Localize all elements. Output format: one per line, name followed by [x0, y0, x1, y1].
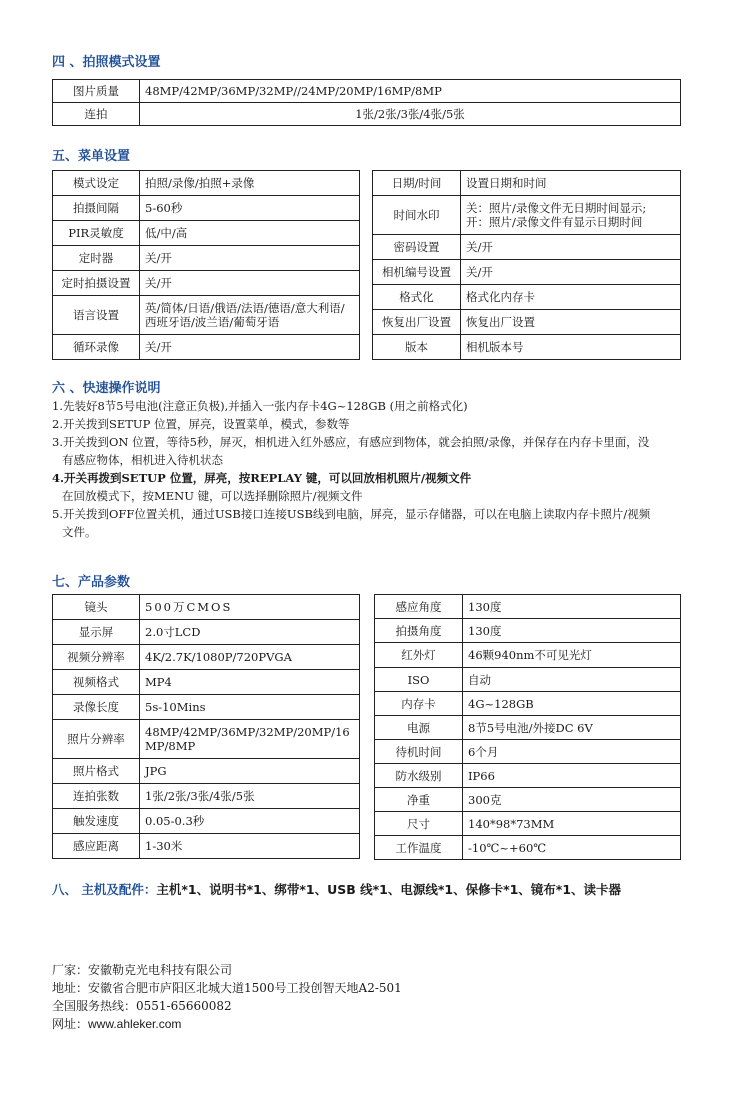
param-value: IP66 [463, 764, 681, 788]
param-value: 相机版本号 [461, 335, 681, 360]
table-row [375, 764, 681, 788]
param-value [140, 296, 360, 335]
section-8-title: 八、 主机及配件： [52, 882, 157, 897]
photo-mode-table [52, 79, 681, 126]
param-value: -10℃~+60℃ [463, 836, 681, 860]
table-row [53, 171, 360, 196]
list-item: 4.开关再拨到SETUP 位置，屏亮，按REPLAY 键，可以回放相机照片/视频文件 [52, 471, 472, 485]
param-value: 8节5号电池/外接DC 6V [463, 716, 681, 740]
param-label: 镜头 [53, 595, 140, 620]
accessories-line [52, 880, 621, 898]
param-value: 5-60秒 [140, 196, 360, 221]
table-row [373, 285, 681, 310]
param-value: 自动 [463, 668, 681, 692]
table-row [53, 809, 360, 834]
service-hotline: 全国服务热线：0551-65660082 [52, 999, 232, 1013]
param-label: 录像长度 [53, 695, 140, 720]
table-row [53, 103, 681, 126]
param-value-line: 英/简体/日语/俄语/法语/德语/意大利语/ [145, 301, 345, 315]
table-row [53, 784, 360, 809]
param-label: 视频格式 [53, 670, 140, 695]
quick-guide [52, 397, 687, 541]
param-value-line: MP/8MP [145, 739, 196, 753]
param-label: 相机编号设置 [373, 260, 461, 285]
param-label: 时间水印 [373, 196, 461, 235]
param-label: 电源 [375, 716, 463, 740]
website-label: 网址： [52, 1017, 89, 1031]
param-value-line: 48MP/42MP/36MP/32MP/20MP/16 [145, 725, 350, 739]
param-value: 6个月 [463, 740, 681, 764]
table-row [53, 80, 681, 103]
manufacturer: 厂家：安徽勒克光电科技有限公司 [52, 963, 233, 977]
table-row [53, 335, 360, 360]
param-value: 4K/2.7K/1080P/720PVGA [140, 645, 360, 670]
table-row [375, 643, 681, 668]
table-row [53, 670, 360, 695]
table-row [53, 246, 360, 271]
list-item: 2.开关拨到SETUP 位置，屏亮，设置菜单，模式，参数等 [52, 417, 350, 431]
param-label: 感应距离 [53, 834, 140, 859]
table-row [375, 692, 681, 716]
param-label: 红外灯 [375, 643, 463, 668]
param-value-line: 开：照片/录像文件有显示日期时间 [466, 215, 643, 229]
param-label: 内存卡 [375, 692, 463, 716]
param-value [461, 196, 681, 235]
table-row [373, 310, 681, 335]
param-value: 500万CMOS [140, 595, 360, 620]
table-row [53, 834, 360, 859]
param-label: PIR灵敏度 [53, 221, 140, 246]
table-row [375, 836, 681, 860]
website-line [52, 1015, 402, 1033]
param-value: 0.05-0.3秒 [140, 809, 360, 834]
param-label: 模式设定 [53, 171, 140, 196]
param-value: 5s-10Mins [140, 695, 360, 720]
table-row [375, 788, 681, 812]
list-item: 5.开关拨到OFF位置关机，通过USB接口连接USB线到电脑，屏亮，显示存储器，可以在电脑上读取内存卡照片/视频 [52, 507, 651, 521]
param-value: 48MP/42MP/36MP/32MP//24MP/20MP/16MP/8MP [140, 80, 681, 103]
param-label: 照片格式 [53, 759, 140, 784]
product-params-right-table [374, 594, 681, 860]
param-value: 关/开 [140, 271, 360, 296]
menu-settings-left-table [52, 170, 360, 360]
list-item-continued: 文件。 [62, 525, 97, 539]
param-value: MP4 [140, 670, 360, 695]
table-row [53, 296, 360, 335]
param-value: 46颗940nm不可见光灯 [463, 643, 681, 668]
param-label: 待机时间 [375, 740, 463, 764]
section-5-title: 五、菜单设置 [52, 149, 131, 164]
section-7-title: 七、产品参数 [52, 575, 131, 590]
table-row [375, 812, 681, 836]
param-label: 恢复出厂设置 [373, 310, 461, 335]
param-label: 尺寸 [375, 812, 463, 836]
param-value-line: 西班牙语/波兰语/葡萄牙语 [145, 315, 280, 329]
address: 地址：安徽省合肥市庐阳区北城大道1500号工投创智天地A2-501 [52, 981, 402, 995]
table-row [53, 595, 360, 620]
param-value [140, 720, 360, 759]
table-row [53, 759, 360, 784]
param-value: 关/开 [461, 235, 681, 260]
param-label: 拍摄间隔 [53, 196, 140, 221]
table-row [53, 645, 360, 670]
param-label: 语言设置 [53, 296, 140, 335]
section-6-title: 六 、快速操作说明 [52, 381, 161, 396]
param-value: 拍照/录像/拍照+录像 [140, 171, 360, 196]
param-value: 4G~128GB [463, 692, 681, 716]
param-label: 显示屏 [53, 620, 140, 645]
param-label: 连拍 [53, 103, 140, 126]
param-value: 关/开 [140, 246, 360, 271]
param-value: 1-30米 [140, 834, 360, 859]
param-value: JPG [140, 759, 360, 784]
table-row [373, 260, 681, 285]
param-value: 关/开 [461, 260, 681, 285]
param-label: 工作温度 [375, 836, 463, 860]
param-label: 视频分辨率 [53, 645, 140, 670]
table-row [375, 595, 681, 619]
param-value: 1张/2张/3张/4张/5张 [140, 784, 360, 809]
param-value: 格式化内存卡 [461, 285, 681, 310]
param-label: 防水级别 [375, 764, 463, 788]
param-value: 设置日期和时间 [461, 171, 681, 196]
list-item-continued: 有感应物体，相机进入待机状态 [62, 453, 223, 467]
table-row [375, 716, 681, 740]
param-label: 感应角度 [375, 595, 463, 619]
param-value: 300克 [463, 788, 681, 812]
param-label: ISO [375, 668, 463, 692]
param-label: 日期/时间 [373, 171, 461, 196]
param-label: 触发速度 [53, 809, 140, 834]
param-label: 图片质量 [53, 80, 140, 103]
param-label: 循环录像 [53, 335, 140, 360]
param-label: 版本 [373, 335, 461, 360]
table-row [373, 235, 681, 260]
param-label: 密码设置 [373, 235, 461, 260]
param-value: 1张/2张/3张/4张/5张 [140, 103, 681, 126]
param-value: 2.0寸LCD [140, 620, 360, 645]
param-value: 恢复出厂设置 [461, 310, 681, 335]
table-row [375, 619, 681, 643]
param-label: 净重 [375, 788, 463, 812]
website-link[interactable]: www.ahleker.com [88, 1017, 182, 1031]
table-row [53, 620, 360, 645]
param-label: 照片分辨率 [53, 720, 140, 759]
table-row [53, 720, 360, 759]
param-value: 低/中/高 [140, 221, 360, 246]
param-label: 连拍张数 [53, 784, 140, 809]
param-value-line: 关：照片/录像文件无日期时间显示; [466, 201, 647, 215]
param-value: 130度 [463, 595, 681, 619]
table-row [373, 335, 681, 360]
table-row [375, 668, 681, 692]
param-label: 定时拍摄设置 [53, 271, 140, 296]
param-value: 140*98*73MM [463, 812, 681, 836]
list-item-continued: 在回放模式下，按MENU 键，可以选择删除照片/视频文件 [62, 489, 363, 503]
param-label: 格式化 [373, 285, 461, 310]
list-item: 3.开关拨到ON 位置，等待5秒，屏灭，相机进入红外感应，有感应到物体，就会拍照/录像，并保存在内存卡里面，没 [52, 435, 650, 449]
accessories-list: 主机*1、说明书*1、绑带*1、USB 线*1、电源线*1、保修卡*1、镜布*1、读卡器 [156, 882, 622, 897]
param-value: 130度 [463, 619, 681, 643]
param-label: 定时器 [53, 246, 140, 271]
list-item: 1.先装好8节5号电池(注意正负极),并插入一张内存卡4G~128GB (用之前格式化) [52, 399, 468, 413]
table-row [53, 221, 360, 246]
menu-settings-right-table [372, 170, 681, 360]
param-value: 关/开 [140, 335, 360, 360]
param-label: 拍摄角度 [375, 619, 463, 643]
section-4-title: 四 、拍照模式设置 [52, 55, 161, 70]
table-row [53, 695, 360, 720]
table-row [53, 271, 360, 296]
company-footer [52, 961, 402, 1033]
table-row [375, 740, 681, 764]
table-row [53, 196, 360, 221]
table-row [373, 171, 681, 196]
table-row [373, 196, 681, 235]
product-params-left-table [52, 594, 360, 859]
